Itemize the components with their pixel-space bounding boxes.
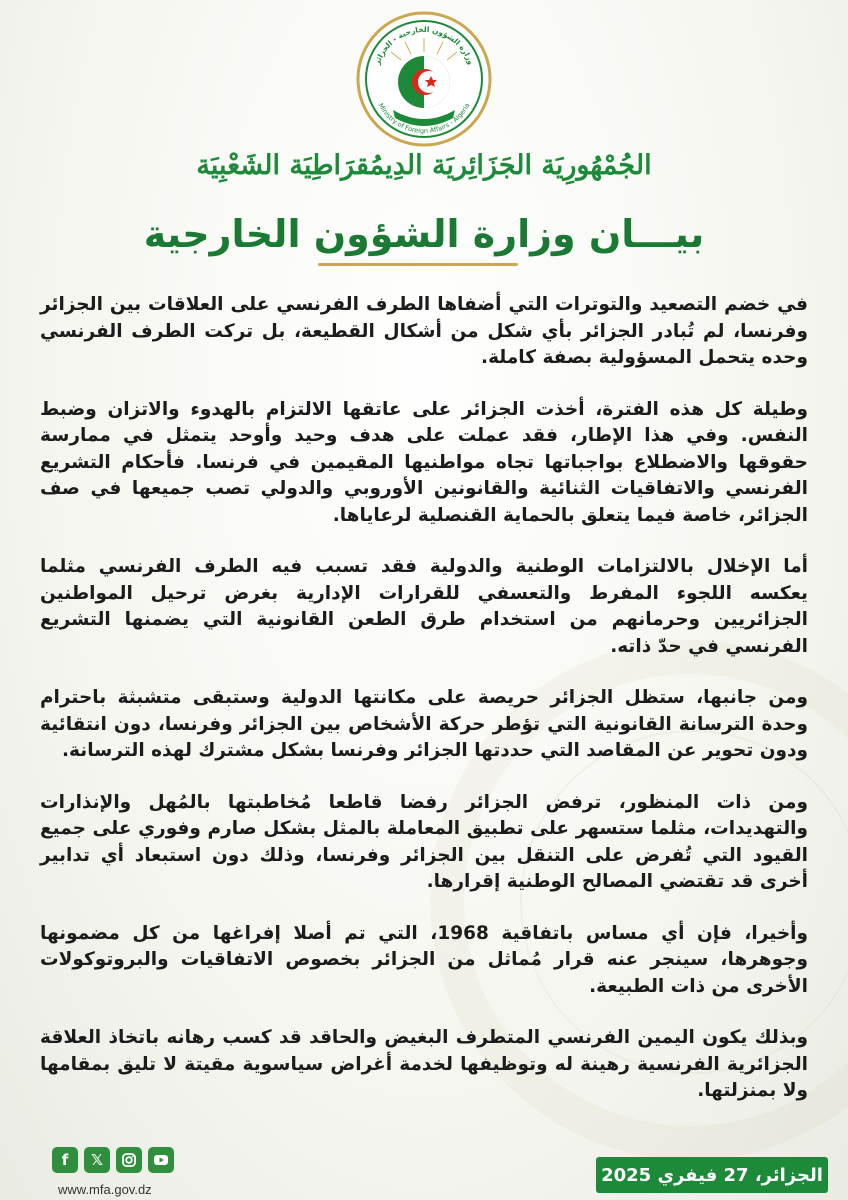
republic-name: الجُمْهُورِيَة الجَزَائِريَة الدِيمُقرَاطِيَة الشَعْبِيَة xyxy=(196,150,652,181)
youtube-icon[interactable] xyxy=(148,1147,174,1173)
paragraph-5: ومن ذات المنظور، ترفض الجزائر رفضا قاطعا مُخاطبتها بالمُهل والإنذارات والتهديدات، مثلما ستسهر على تطبيق المعاملة بالمثل بشكل صارم وفوري على جميع القيود التي تُفرض على التنقل بين الجزائر وفرنسا، وذلك دون استبعاد أي تدابير أخرى قد تقتضي المصالح الوطنية إقرارها. xyxy=(40,791,808,892)
statement-date: الجزائر، 27 فيفري 2025 xyxy=(596,1157,828,1193)
svg-text:Ministry of Foreign Affairs -: Ministry of Foreign Affairs - Algeria xyxy=(376,101,472,136)
paragraph-1: في خضم التصعيد والتوترات التي أضفاها الطرف الفرنسي على العلاقات بين الجزائر وفرنسا، لم تُبادر الجزائر بأي شكل من أشكال القطيعة، بل تركت الطرف الفرنسي وحده يتحمل المسؤولية بصفة كاملة. xyxy=(40,294,808,368)
ministry-logo xyxy=(355,10,493,148)
paragraph-2: وطيلة كل هذه الفترة، أخذت الجزائر على عاتقها الالتزام بالهدوء والاتزان وضبط النفس. وفي هذا الإطار، فقد عملت على هدف وحيد وأوحد يتمثل في ممارسة حقوقها والاضطلاع بواجباتها تجاه مواطنيها المقيمين في فرنسا. فأحكام التشريع الفرنسي والاتفاقيات الثنائية والقانونين الأوروبي والدولي تصب جميعها في صف الجزائر، خاصة فيما يتعلق بالحماية القنصلية لرعاياها. xyxy=(40,398,808,526)
facebook-icon[interactable]: f xyxy=(52,1147,78,1173)
paragraph-7: وبذلك يكون اليمين الفرنسي المتطرف البغيض والحاقد قد كسب رهانه باتخاذ العلاقة الجزائرية الفرنسية رهينة له وتوظيفها لخدمة أغراض سياسوية مقيتة لا تليق بمقامها ولا بمنزلتها. xyxy=(40,1027,808,1101)
instagram-icon[interactable] xyxy=(116,1147,142,1173)
x-icon[interactable]: 𝕏 xyxy=(84,1147,110,1173)
paragraph-3: أما الإخلال بالالتزامات الوطنية والدولية فقد تسبب فيه الطرف الفرنسي مثلما يعكسه اللجوء المفرط والتعسفي للقرارات الإدارية بغرض ترحيل المواطنين الجزائريين وحرمانهم من استخدام طرق الطعن القانونية التي يضمنها التشريع الفرنسي في حدّ ذاته. xyxy=(40,556,808,657)
title-underline xyxy=(318,263,518,266)
paragraph-6: وأخيرا، فإن أي مساس باتفاقية 1968، التي تم أصلا إفراغها من كل مضمونها وجوهرها، سينجر عنه قرار مُماثل من الجزائر بخصوص الاتفاقيات والبروتوكولات الأخرى من ذات الطبيعة. xyxy=(40,922,808,997)
statement-body xyxy=(40,292,808,1130)
svg-text:وزارة الشؤون الخارجية - الجزائ: وزارة الشؤون الخارجية - الجزائر xyxy=(372,24,476,66)
paragraph-4: ومن جانبها، ستظل الجزائر حريصة على مكانتها الدولية وستبقى متشبثة باحترام وحدة الترسانة القانونية التي تؤطر حركة الأشخاص بين الجزائر وفرنسا، دون انتقائية ودون تحوير عن المقاصد التي حددتها الجزائر وفرنسا بشكل مشترك لهذه الترسانة. xyxy=(40,687,808,761)
social-links xyxy=(52,1147,174,1173)
statement-title: بيـــان وزارة الشؤون الخارجية xyxy=(143,212,705,256)
website-link[interactable]: www.mfa.gov.dz xyxy=(58,1182,152,1197)
